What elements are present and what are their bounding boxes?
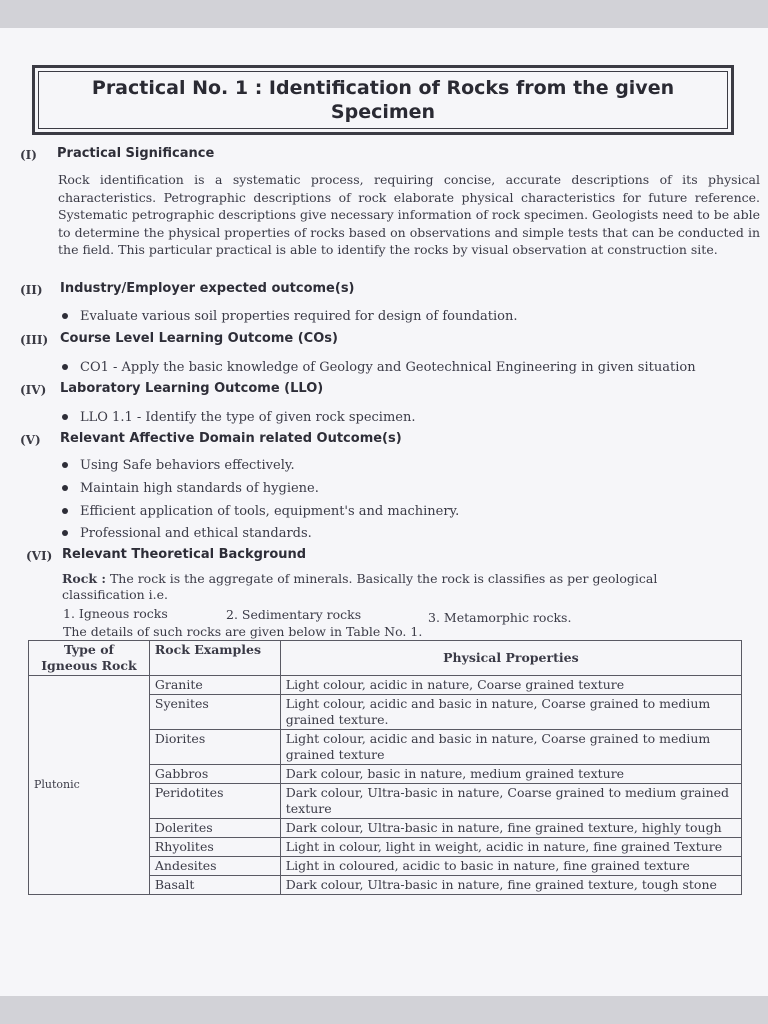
bottom-margin-band <box>0 996 768 1024</box>
rock-example: Andesites <box>149 857 280 876</box>
rock-example: Dolerites <box>149 819 280 838</box>
rock-property: Light in colour, light in weight, acidic in nature, fine grained Texture <box>280 838 741 857</box>
bullet-icon <box>62 414 68 420</box>
bullet-icon <box>62 530 68 536</box>
section-1-number: (I) <box>20 148 37 162</box>
rock-property: Light colour, acidic and basic in nature, Coarse grained to medium grained texture. <box>280 695 741 730</box>
rock-type-metamorphic: 3. Metamorphic rocks. <box>428 610 572 625</box>
top-margin-band <box>0 0 768 28</box>
rock-property: Light colour, acidic in nature, Coarse grained texture <box>280 676 741 695</box>
section-1-paragraph: Rock identification is a systematic process, requiring concise, accurate descriptions of its physical characteristics. Petrographic descriptions of rock elaborate physical characteristics for future reference. Systematic petrographic descriptions give necessary information of rock specimen. Geologists need to be able to determine the physical properties of rocks based on observations and simple tests that can be conducted in the field. This particular practical is able to identify the rocks by visual observation at construction site. <box>58 172 760 257</box>
rock-properties-table <box>28 640 742 895</box>
bullet-icon <box>62 508 68 514</box>
bullet-icon <box>62 364 68 370</box>
bullet-icon <box>62 485 68 491</box>
bullet-icon <box>62 462 68 468</box>
title-box <box>32 65 734 135</box>
header-examples: Rock Examples <box>149 641 280 676</box>
section-2-heading: Industry/Employer expected outcome(s) <box>60 281 355 296</box>
section-2-number: (II) <box>20 283 43 297</box>
rock-example: Peridotites <box>149 784 280 819</box>
bullet-icon <box>62 313 68 319</box>
igneous-type-cell: Plutonic <box>29 676 150 895</box>
list-item: LLO 1.1 - Identify the type of given rock specimen. <box>62 410 416 425</box>
header-type: Type of Igneous Rock <box>29 641 150 676</box>
list-item: Using Safe behaviors effectively. <box>62 458 295 473</box>
rock-property: Dark colour, Ultra-basic in nature, Coarse grained to medium grained texture <box>280 784 741 819</box>
rock-example: Syenites <box>149 695 280 730</box>
rock-property: Light in coloured, acidic to basic in nature, fine grained texture <box>280 857 741 876</box>
rock-definition-line-2: classification i.e. <box>62 587 168 602</box>
rock-property: Dark colour, Ultra-basic in nature, fine grained texture, tough stone <box>280 876 741 895</box>
section-4-heading: Laboratory Learning Outcome (LLO) <box>60 381 324 396</box>
rock-property: Dark colour, Ultra-basic in nature, fine grained texture, highly tough <box>280 819 741 838</box>
section-5-number: (V) <box>20 433 41 447</box>
rock-type-igneous: 1. Igneous rocks <box>63 606 168 621</box>
rock-property: Dark colour, basic in nature, medium grained texture <box>280 765 741 784</box>
rock-label: Rock : <box>62 571 106 586</box>
list-item: Professional and ethical standards. <box>62 526 312 541</box>
section-5-heading: Relevant Affective Domain related Outcome(s) <box>60 431 402 446</box>
rock-example: Basalt <box>149 876 280 895</box>
rock-example: Diorites <box>149 730 280 765</box>
rock-definition-line-1: Rock : The rock is the aggregate of minerals. Basically the rock is classifies as per geological <box>62 571 658 586</box>
header-properties: Physical Properties <box>280 641 741 676</box>
table-row <box>29 676 742 695</box>
list-item: Efficient application of tools, equipment's and machinery. <box>62 504 459 519</box>
section-1-heading: Practical Significance <box>57 146 215 161</box>
list-item: Maintain high standards of hygiene. <box>62 481 319 496</box>
section-6-heading: Relevant Theoretical Background <box>62 547 307 562</box>
section-4-number: (IV) <box>20 383 47 397</box>
rock-example: Rhyolites <box>149 838 280 857</box>
page-title: Practical No. 1 : Identification of Rocks from the given Specimen <box>91 77 675 123</box>
rock-property: Light colour, acidic and basic in nature, Coarse grained to medium grained texture <box>280 730 741 765</box>
rock-example: Gabbros <box>149 765 280 784</box>
rock-example: Granite <box>149 676 280 695</box>
section-3-number: (III) <box>20 333 49 347</box>
list-item: CO1 - Apply the basic knowledge of Geology and Geotechnical Engineering in given situation <box>62 360 696 375</box>
list-item: Evaluate various soil properties required for design of foundation. <box>62 309 518 324</box>
rock-type-sedimentary: 2. Sedimentary rocks <box>226 607 362 622</box>
table-header-row <box>29 641 742 676</box>
table-intro: The details of such rocks are given below in Table No. 1. <box>63 624 423 639</box>
section-6-number: (VI) <box>26 549 53 563</box>
section-3-heading: Course Level Learning Outcome (COs) <box>60 331 338 346</box>
